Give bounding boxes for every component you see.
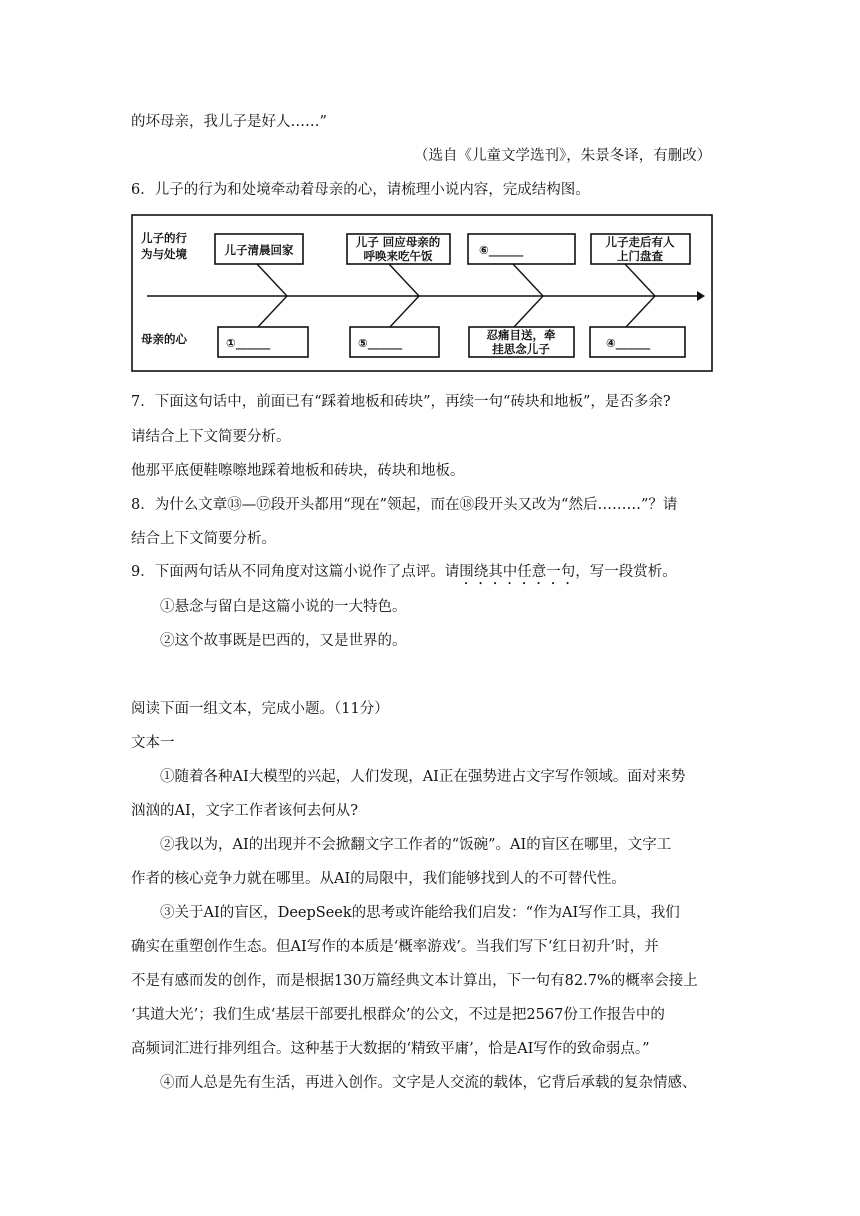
question-6: 6．儿子的行为和处境牵动着母亲的心，请梳理小说内容，完成结构图。 — [131, 182, 590, 198]
row1-label: 儿子的行 — [141, 231, 187, 245]
question-9-text: ，写一段赏析。 — [575, 564, 677, 580]
comment-1: ①悬念与留白是这篇小说的一大特色。 — [160, 599, 407, 615]
arrow-head-icon — [697, 291, 705, 301]
row1-label: 为与处境 — [141, 247, 187, 261]
source-citation: （选自《儿童文学选刊》，朱景冬译，有删改） — [414, 148, 712, 164]
reading-instruction: 阅读下面一组文本，完成小题。（11分） — [131, 701, 389, 717]
row2-label: 母亲的心 — [141, 332, 187, 346]
paragraph-3: 确实在重塑创作生态。但AI写作的本质是‘概率游戏’。当我们写下‘红日初升’时，并 — [131, 939, 659, 955]
question-7: 7．下面这句话中，前面已有“踩着地板和砖块”，再续一句“砖块和地板”，是否多余? — [131, 394, 671, 410]
question-8: 结合上下文简要分析。 — [131, 531, 276, 547]
paragraph-3: ③关于AI的盲区，DeepSeek的思考或许能给我们启发：“作为AI写作工具，我们 — [160, 905, 680, 921]
paragraph-4: ④而人总是先有生活，再进入创作。文字是人交流的载体，它背后承载的复杂情感、 — [160, 1075, 697, 1091]
top-box-1-text: 儿子清晨回家 — [224, 243, 294, 257]
comment-2: ②这个故事既是巴西的，又是世界的。 — [160, 633, 407, 649]
quoted-sentence: 他那平底便鞋嚓嚓地踩着地板和砖块，砖块和地板。 — [131, 463, 465, 479]
top-box-2-text: 儿子 回应母亲的 — [355, 235, 441, 249]
top-box-4-text: 上门盘查 — [617, 249, 663, 263]
structure-diagram — [131, 214, 713, 372]
bottom-box-2-blank: ⑤______ — [358, 336, 403, 350]
emphasized-text: 围绕其中任意一句 — [459, 564, 576, 580]
paragraph-3: 高频词汇进行排列组合。这种基于大数据的‘精致平庸’，恰是AI写作的致命弱点。” — [131, 1041, 650, 1057]
top-box-3-blank: ⑥______ — [479, 243, 524, 257]
question-9-text: 9．下面两句话从不同角度对这篇小说作了点评。请 — [131, 564, 460, 580]
question-7: 请结合上下文简要分析。 — [131, 429, 291, 445]
text-heading: 文本一 — [131, 735, 175, 751]
paragraph-3: ‘其道大光’；我们生成‘基层干部要扎根群众’的公文，不过是把2567份工作报告中的 — [131, 1007, 665, 1023]
paragraph-2: ②我以为，AI的出现并不会掀翻文字工作者的“饭碗”。AI的盲区在哪里，文字工 — [160, 837, 672, 853]
bottom-box-3-text: 忍痛目送，牵 — [486, 328, 556, 342]
text-line: 的坏母亲，我儿子是好人……” — [131, 114, 327, 130]
top-box-2-text: 呼唤来吃午饭 — [363, 249, 433, 263]
paragraph-1: ①随着各种AI大模型的兴起，人们发现，AI正在强势进占文字写作领域。面对来势 — [160, 769, 686, 785]
bottom-box-4-blank: ④______ — [606, 336, 651, 350]
bottom-box-1-blank: ①______ — [226, 336, 271, 350]
top-box-4-text: 儿子走后有人 — [605, 235, 675, 249]
paragraph-1: 汹汹的AI，文字工作者该何去何从? — [131, 803, 358, 819]
question-8: 8．为什么文章⑬—⑰段开头都用“现在”领起，而在⑱段开头又改为“然后………”？请 — [131, 497, 678, 513]
bottom-box-3-text: 挂思念儿子 — [492, 342, 550, 356]
paragraph-2: 作者的核心竞争力就在哪里。从AI的局限中，我们能够找到人的不可替代性。 — [131, 871, 626, 887]
question-9 — [131, 562, 677, 588]
paragraph-3: 不是有感而发的创作，而是根据130万篇经典文本计算出，下一句有82.7%的概率会接上 — [131, 973, 698, 989]
